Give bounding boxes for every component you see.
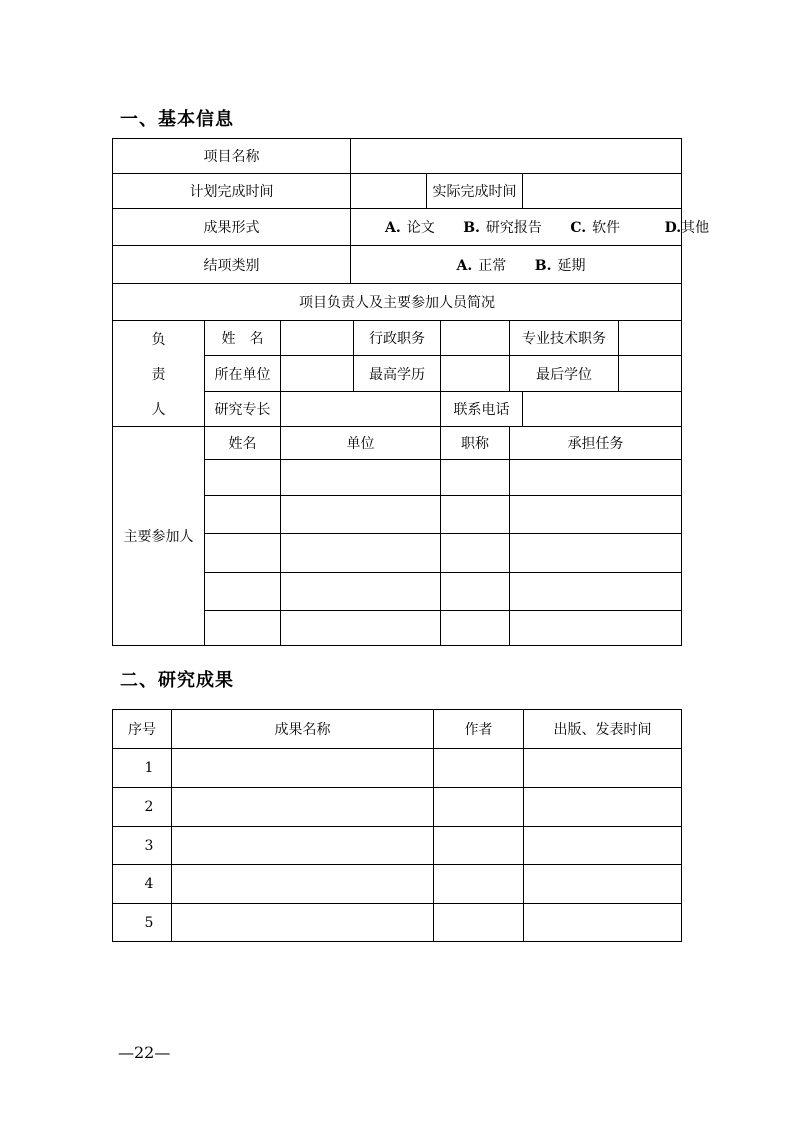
results-title-cell[interactable] [172, 865, 434, 904]
results-author-cell[interactable] [434, 865, 524, 904]
results-col-title: 成果名称 [172, 710, 434, 749]
leader-phone-label: 联系电话 [441, 392, 523, 427]
results-date-cell[interactable] [524, 749, 682, 788]
participant-name-cell[interactable] [205, 573, 281, 611]
results-row [113, 749, 682, 788]
participant-task-cell[interactable] [510, 611, 682, 646]
results-row-index: 4 [113, 865, 172, 904]
results-row [113, 788, 682, 827]
participant-title-cell[interactable] [441, 460, 510, 496]
participant-unit-cell[interactable] [281, 496, 441, 534]
leader-name-value[interactable] [281, 321, 354, 356]
results-row-index: 3 [113, 827, 172, 865]
leader-degree-label: 最后学位 [510, 356, 619, 392]
results-title-cell[interactable] [172, 788, 434, 827]
leader-education-label: 最高学历 [354, 356, 441, 392]
leader-label-char-1: 负 [151, 331, 166, 348]
participant-title-cell[interactable] [441, 496, 510, 534]
participant-task-cell[interactable] [510, 496, 682, 534]
results-date-cell[interactable] [524, 788, 682, 827]
results-row [113, 827, 682, 865]
closure-type-options [351, 246, 682, 284]
participant-title-cell[interactable] [441, 573, 510, 611]
results-col-index: 序号 [113, 710, 172, 749]
closure-option-b[interactable]: B. 延期 [534, 257, 586, 274]
closure-option-a[interactable]: A. 正常 [456, 257, 507, 274]
outcome-option-a[interactable]: A. 论文 [385, 220, 435, 236]
leader-label-char-3: 人 [151, 401, 166, 418]
participant-task-cell[interactable] [510, 534, 682, 573]
results-col-date: 出版、发表时间 [524, 710, 682, 749]
outcome-form-label: 成果形式 [113, 209, 351, 246]
participant-unit-cell[interactable] [281, 460, 441, 496]
actual-time-value[interactable] [523, 174, 682, 209]
participant-task-cell[interactable] [510, 573, 682, 611]
planned-time-label: 计划完成时间 [113, 174, 351, 209]
leader-name-label: 姓 名 [205, 321, 281, 356]
participants-label: 主要参加人 [113, 427, 205, 646]
leader-specialty-label: 研究专长 [205, 392, 281, 427]
participant-title-cell[interactable] [441, 611, 510, 646]
participant-col-name: 姓名 [205, 427, 281, 460]
participant-unit-cell[interactable] [281, 573, 441, 611]
participant-name-cell[interactable] [205, 534, 281, 573]
participant-unit-cell[interactable] [281, 611, 441, 646]
participant-name-cell[interactable] [205, 460, 281, 496]
section-title-basic-info: 一、基本信息 [120, 109, 234, 130]
participant-name-cell[interactable] [205, 611, 281, 646]
results-author-cell[interactable] [434, 788, 524, 827]
participant-col-unit: 单位 [281, 427, 441, 460]
research-results-table [112, 709, 682, 942]
page-number: —22— [118, 1043, 171, 1062]
results-row-index: 1 [113, 749, 172, 788]
outcome-option-c[interactable]: C. 软件 [570, 220, 621, 236]
participant-unit-cell[interactable] [281, 534, 441, 573]
project-name-value[interactable] [351, 139, 682, 174]
participant-task-cell[interactable] [510, 460, 682, 496]
leader-unit-label: 所在单位 [205, 356, 281, 392]
actual-time-label: 实际完成时间 [427, 174, 523, 209]
leader-tech-title-label: 专业技术职务 [510, 321, 619, 356]
results-col-author: 作者 [434, 710, 524, 749]
results-date-cell[interactable] [524, 827, 682, 865]
participant-col-title: 职称 [441, 427, 510, 460]
results-author-cell[interactable] [434, 827, 524, 865]
project-name-label: 项目名称 [113, 139, 351, 174]
leader-label-char-2: 责 [151, 366, 166, 383]
participant-title-cell[interactable] [441, 534, 510, 573]
closure-type-label: 结项类别 [113, 246, 351, 284]
results-row [113, 865, 682, 904]
leader-education-value[interactable] [441, 356, 510, 392]
leader-specialty-value[interactable] [281, 392, 441, 427]
results-row-index: 5 [113, 904, 172, 942]
outcome-option-d[interactable]: D.其他 [664, 220, 710, 236]
outcome-option-b[interactable]: B. 研究报告 [463, 220, 542, 236]
results-title-cell[interactable] [172, 904, 434, 942]
results-author-cell[interactable] [434, 749, 524, 788]
leader-admin-title-value[interactable] [441, 321, 510, 356]
outcome-form-options [351, 209, 710, 246]
results-date-cell[interactable] [524, 865, 682, 904]
leader-phone-value[interactable] [523, 392, 682, 427]
leader-admin-title-label: 行政职务 [354, 321, 441, 356]
planned-time-value[interactable] [351, 174, 427, 209]
personnel-header: 项目负责人及主要参加人员简况 [113, 284, 682, 321]
leader-degree-value[interactable] [619, 356, 682, 392]
results-title-cell[interactable] [172, 827, 434, 865]
leader-label [113, 321, 205, 427]
participant-col-task: 承担任务 [510, 427, 682, 460]
results-date-cell[interactable] [524, 904, 682, 942]
leader-tech-title-value[interactable] [619, 321, 682, 356]
basic-info-table [112, 138, 710, 646]
results-title-cell[interactable] [172, 749, 434, 788]
participant-name-cell[interactable] [205, 496, 281, 534]
results-row-index: 2 [113, 788, 172, 827]
results-row [113, 904, 682, 942]
results-author-cell[interactable] [434, 904, 524, 942]
leader-unit-value[interactable] [281, 356, 354, 392]
section-title-research-results: 二、研究成果 [120, 670, 234, 691]
